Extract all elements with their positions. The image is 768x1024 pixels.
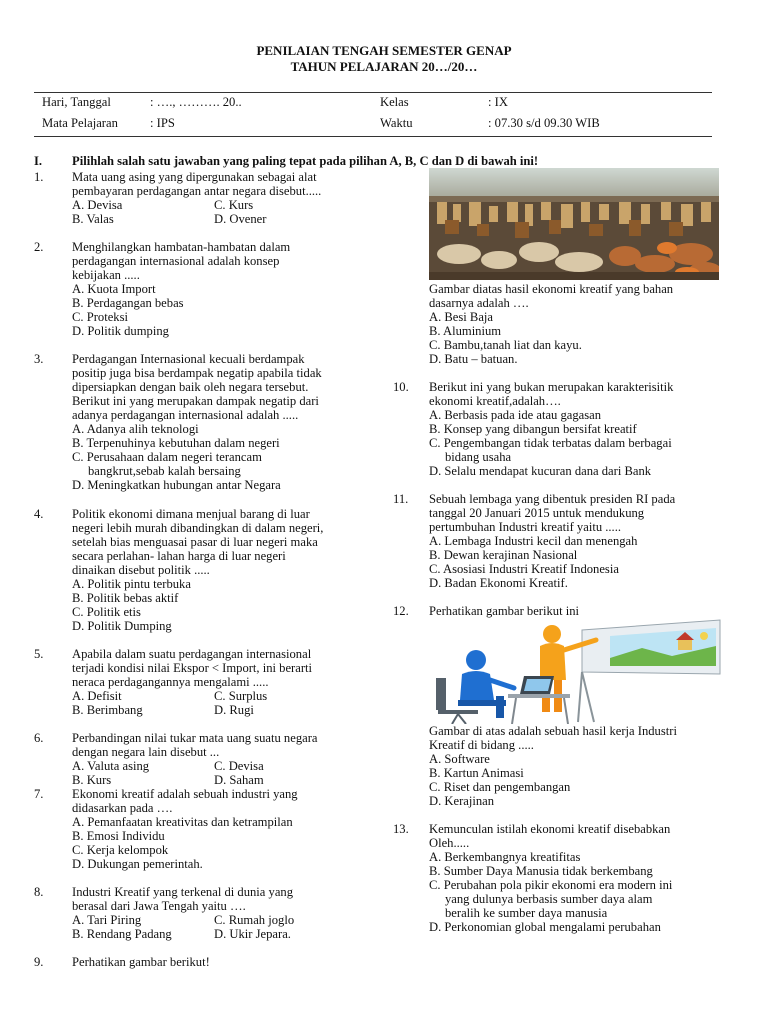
- market-photo-drawing: [429, 168, 719, 280]
- option-c[interactable]: C. Politik etis: [72, 605, 141, 619]
- question-text: Perhatikan gambar berikut!: [72, 955, 210, 969]
- question-12-continued: [429, 724, 729, 808]
- question-text: kebijakan .....: [72, 268, 140, 282]
- section-number: I.: [34, 154, 43, 168]
- question-text: pembayaran perdagangan antar negara disebut.....: [72, 184, 322, 198]
- option-c[interactable]: C. Devisa: [214, 759, 264, 773]
- question-text: positip juga bisa berdampak negatip apabila tidak: [72, 366, 322, 380]
- section-instruction: Pilihlah salah satu jawaban yang paling tepat pada pilihan A, B, C dan D di bawah ini!: [72, 154, 539, 168]
- option-a[interactable]: A. Politik pintu terbuka: [72, 577, 191, 591]
- header-bottom-rule: [34, 136, 712, 137]
- class-label: Kelas: [380, 95, 409, 109]
- exam-title: PENILAIAN TENGAH SEMESTER GENAP: [256, 43, 512, 58]
- option-b[interactable]: B. Aluminium: [429, 324, 502, 338]
- option-c[interactable]: C. Asosiasi Industri Kreatif Indonesia: [429, 562, 619, 576]
- option-d[interactable]: D. Dukungan pemerintah.: [72, 857, 203, 871]
- option-c[interactable]: C. Surplus: [214, 689, 268, 703]
- option-c[interactable]: C. Bambu,tanah liat dan kayu.: [429, 338, 582, 352]
- option-d[interactable]: D. Politik Dumping: [72, 619, 172, 633]
- option-b[interactable]: B. Kurs: [72, 773, 112, 787]
- option-d[interactable]: D. Politik dumping: [72, 324, 169, 338]
- option-d[interactable]: D. Badan Ekonomi Kreatif.: [429, 576, 568, 590]
- option-d[interactable]: D. Batu – batuan.: [429, 352, 518, 366]
- presentation-illustration: [432, 618, 722, 724]
- question-text: dipersiapkan dengan baik oleh negara tersebut.: [72, 380, 309, 394]
- question-number: 10.: [393, 380, 409, 394]
- option-d[interactable]: D. Ukir Jepara.: [214, 927, 291, 941]
- question-number: 4.: [34, 507, 44, 521]
- question-number: 12.: [393, 604, 409, 618]
- question-text: tanggal 20 Januari 2015 untuk mendukung: [429, 506, 645, 520]
- question-text: Perdagangan Internasional kecuali berdampak: [72, 352, 305, 366]
- question-text: terjadi kondisi nilai Ekspor < Import, ini berarti: [72, 661, 313, 675]
- option-c-continued: bidang usaha: [445, 450, 512, 464]
- question-number: 5.: [34, 647, 44, 661]
- option-a[interactable]: A. Lembaga Industri kecil dan menengah: [429, 534, 638, 548]
- question-text: Gambar diatas hasil ekonomi kreatif yang bahan: [429, 282, 674, 296]
- question-text: Politik ekonomi dimana menjual barang di luar: [72, 507, 310, 521]
- market-handicraft-photo: [429, 168, 719, 280]
- option-b[interactable]: B. Dewan kerajinan Nasional: [429, 548, 578, 562]
- option-d[interactable]: D. Rugi: [214, 703, 254, 717]
- question-number: 7.: [34, 787, 44, 801]
- option-a[interactable]: A. Software: [429, 752, 490, 766]
- option-d[interactable]: D. Selalu mendapat kucuran dana dari Bank: [429, 464, 652, 478]
- option-a[interactable]: A. Valuta asing: [72, 759, 150, 773]
- option-d[interactable]: D. Saham: [214, 773, 264, 787]
- option-b[interactable]: B. Emosi Individu: [72, 829, 165, 843]
- option-d[interactable]: D. Meningkatkan hubungan antar Negara: [72, 478, 281, 492]
- option-b[interactable]: B. Politik bebas aktif: [72, 591, 179, 605]
- question-9-continued: [429, 282, 729, 366]
- option-a[interactable]: A. Pemanfaatan kreativitas dan ketrampilan: [72, 815, 293, 829]
- question-text: Berikut ini yang merupakan dampak negatip dari: [72, 394, 319, 408]
- question-text: Perhatikan gambar berikut ini: [429, 604, 580, 618]
- question-text: Ekonomi kreatif adalah sebuah industri yang: [72, 787, 298, 801]
- question-text: berasal dari Jawa Tengah yaitu ….: [72, 899, 246, 913]
- option-c[interactable]: C. Pengembangan tidak terbatas dalam berbagai: [429, 436, 672, 450]
- question-text: Menghilangkan hambatan-hambatan dalam: [72, 240, 291, 254]
- question-text: Kreatif di bidang .....: [429, 738, 534, 752]
- option-d[interactable]: D. Kerajinan: [429, 794, 495, 808]
- option-b[interactable]: B. Sumber Daya Manusia tidak berkembang: [429, 864, 653, 878]
- question-text: didasarkan pada ….: [72, 801, 173, 815]
- option-a[interactable]: A. Devisa: [72, 198, 123, 212]
- option-c[interactable]: C. Perusahaan dalam negeri terancam: [72, 450, 262, 464]
- question-text: secara perlahan- lahan harga di luar negeri: [72, 549, 286, 563]
- option-d[interactable]: D. Ovener: [214, 212, 267, 226]
- question-text: Kemunculan istilah ekonomi kreatif disebabkan: [429, 822, 671, 836]
- option-c[interactable]: C. Kurs: [214, 198, 254, 212]
- question-number: 3.: [34, 352, 44, 366]
- question-text: dasarnya adalah ….: [429, 296, 529, 310]
- school-year: TAHUN PELAJARAN 20…/20…: [290, 59, 478, 74]
- question-number: 1.: [34, 170, 44, 184]
- question-text: Apabila dalam suatu perdagangan internasional: [72, 647, 312, 661]
- option-c[interactable]: C. Perubahan pola pikir ekonomi era modern ini: [429, 878, 673, 892]
- question-number: 2.: [34, 240, 44, 254]
- option-b[interactable]: B. Kartun Animasi: [429, 766, 524, 780]
- option-c[interactable]: C. Rumah joglo: [214, 913, 295, 927]
- question-text: setelah bias menguasai pasar di luar negeri maka: [72, 535, 318, 549]
- time-value: : 07.30 s/d 09.30 WIB: [488, 116, 600, 130]
- option-d[interactable]: D. Perkonomian global mengalami perubahan: [429, 920, 661, 934]
- option-c-continued: yang dulunya berbasis sumber daya alam: [445, 892, 653, 906]
- option-a[interactable]: A. Kuota Import: [72, 282, 156, 296]
- option-b[interactable]: B. Valas: [72, 212, 114, 226]
- option-c-continued: beralih ke sumber daya manusia: [445, 906, 608, 920]
- question-text: Berikut ini yang bukan merupakan karakterisitik: [429, 380, 674, 394]
- time-label: Waktu: [380, 116, 413, 130]
- question-text: Perbandingan nilai tukar mata uang suatu negara: [72, 731, 318, 745]
- option-b[interactable]: B. Rendang Padang: [72, 927, 172, 941]
- question-text: pertumbuhan Industri kreatif yaitu .....: [429, 520, 622, 534]
- question-text: dinaikan disebut politik .....: [72, 563, 210, 577]
- option-c-continued: bangkrut,sebab kalah bersaing: [88, 464, 241, 478]
- option-a[interactable]: A. Berkembangnya kreatifitas: [429, 850, 581, 864]
- question-text: Sebuah lembaga yang dibentuk presiden RI pada: [429, 492, 676, 506]
- question-text: neraca perdagangannya mengalami .....: [72, 675, 269, 689]
- question-number: 8.: [34, 885, 44, 899]
- option-b[interactable]: B. Berimbang: [72, 703, 143, 717]
- class-value: : IX: [488, 95, 508, 109]
- question-number: 9.: [34, 955, 44, 969]
- option-b[interactable]: B. Terpenuhinya kebutuhan dalam negeri: [72, 436, 280, 450]
- option-a[interactable]: A. Besi Baja: [429, 310, 494, 324]
- option-a[interactable]: A. Tari Piring: [72, 913, 142, 927]
- option-a[interactable]: A. Defisit: [72, 689, 122, 703]
- question-text: dengan negara lain disebut ...: [72, 745, 220, 759]
- question-text: Gambar di atas adalah sebuah hasil kerja Industri: [429, 724, 677, 738]
- option-a[interactable]: A. Adanya alih teknologi: [72, 422, 199, 436]
- question-text: Mata uang asing yang dipergunakan sebagai alat: [72, 170, 317, 184]
- subject-label: Mata Pelajaran: [42, 116, 118, 130]
- option-a[interactable]: A. Berbasis pada ide atau gagasan: [429, 408, 602, 422]
- option-b[interactable]: B. Perdagangan bebas: [72, 296, 184, 310]
- question-number: 11.: [393, 492, 409, 506]
- option-c[interactable]: C. Proteksi: [72, 310, 128, 324]
- day-date-value: : …., ………. 20..: [150, 95, 242, 109]
- option-c[interactable]: C. Kerja kelompok: [72, 843, 169, 857]
- question-number: 6.: [34, 731, 44, 745]
- day-date-label: Hari, Tanggal: [42, 95, 111, 109]
- question-number: 13.: [393, 822, 409, 836]
- question-text: adanya perdagangan internasional adalah .....: [72, 408, 299, 422]
- question-text: Oleh.....: [429, 836, 470, 850]
- option-b[interactable]: B. Konsep yang dibangun bersifat kreatif: [429, 422, 637, 436]
- question-text: ekonomi kreatif,adalah….: [429, 394, 561, 408]
- question-text: negeri lebih murah dibandingkan di dalam negeri,: [72, 521, 324, 535]
- header-top-rule: [34, 92, 712, 93]
- option-c[interactable]: C. Riset dan pengembangan: [429, 780, 571, 794]
- question-text: Industri Kreatif yang terkenal di dunia yang: [72, 885, 294, 899]
- presentation-drawing: [432, 618, 722, 724]
- subject-value: : IPS: [150, 116, 175, 130]
- question-text: perdagangan internasional adalah konsep: [72, 254, 280, 268]
